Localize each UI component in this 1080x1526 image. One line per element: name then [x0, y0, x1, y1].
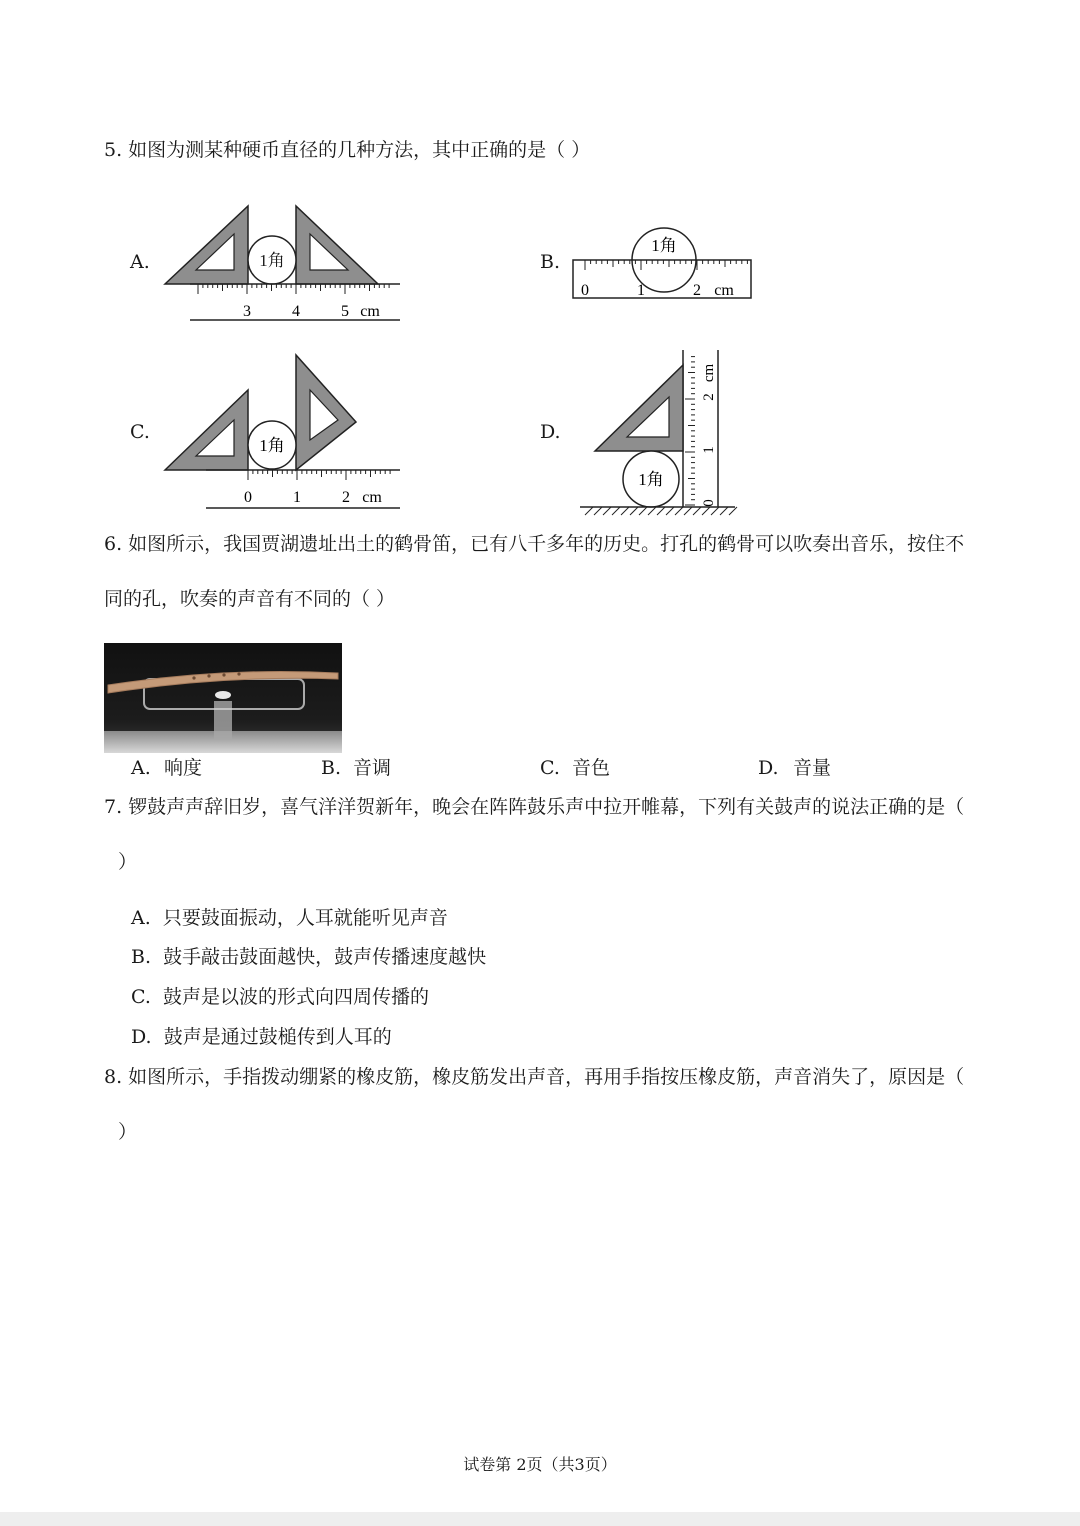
ground-hatch [729, 507, 737, 515]
tick-label-2: 2 [342, 489, 350, 506]
coin-label: 1角 [651, 236, 677, 255]
tick-label-5: 5 [341, 303, 349, 320]
q7-option-c [131, 985, 429, 1009]
q6-option-b-letter: B. [321, 757, 342, 779]
ground-hatch [621, 507, 629, 515]
ground-hatch [648, 507, 656, 515]
tick-label-1: 1 [701, 446, 717, 454]
ground-hatch [684, 507, 692, 515]
tick-label-0: 0 [701, 499, 717, 507]
unit-label: cm [714, 282, 734, 299]
q7-option-b-letter: B. [131, 946, 152, 968]
q7-option-d [131, 1025, 392, 1049]
set-square-left [165, 206, 248, 284]
tick-label-2: 2 [701, 393, 717, 401]
coin-label: 1角 [638, 470, 664, 489]
q6-option-a-text: 响度 [164, 757, 203, 779]
q7-option-a-text: 只要鼓面振动，人耳就能听见声音 [162, 907, 448, 929]
question-6-line-2: 同的孔，吹奏的声音有不同的（ ） [104, 588, 396, 610]
tick-label-3: 3 [243, 303, 251, 320]
ground-hatch [657, 507, 665, 515]
set-square [595, 365, 683, 451]
ground-hatch [639, 507, 647, 515]
q6-option-d-text: 音量 [793, 757, 832, 779]
unit-label: cm [362, 489, 382, 506]
ground-hatch [693, 507, 701, 515]
q6-option-c-letter: C. [540, 757, 560, 779]
tick-label-4: 4 [292, 303, 300, 320]
bone-flute-photo [104, 643, 342, 753]
unit-label: cm [360, 303, 380, 320]
ground-hatch [666, 507, 674, 515]
question-8-line-1: 8. 如图所示，手指拨动绷紧的橡皮筋，橡皮筋发出声音，再用手指按压橡皮筋，声音消失了，原因是（ [104, 1066, 965, 1088]
q6-option-b-text: 音调 [353, 757, 392, 779]
q6-option-a-letter: A. [131, 757, 151, 779]
coin-label: 1角 [259, 436, 285, 455]
q5-option-c-label: C. [130, 421, 150, 443]
q7-option-d-text: 鼓声是通过鼓槌传到人耳的 [163, 1026, 392, 1048]
question-7-line-2: ） [118, 851, 138, 873]
q7-option-c-letter: C. [131, 986, 151, 1008]
tick-label-1: 1 [293, 489, 301, 506]
q7-option-c-text: 鼓声是以波的形式向四周传播的 [163, 986, 430, 1008]
ground-hatch [675, 507, 683, 515]
tick-label-0: 0 [581, 282, 589, 299]
ground-hatch [711, 507, 719, 515]
ground-hatch [612, 507, 620, 515]
page-footer: 试卷第 2页（共3页） [463, 1455, 617, 1474]
ground-hatch [603, 507, 611, 515]
q7-option-a [131, 906, 448, 930]
question-7-line-1: 7. 锣鼓声声辞旧岁，喜气洋洋贺新年，晚会在阵阵鼓乐声中拉开帷幕，下列有关鼓声的说法正确的是（ [104, 796, 965, 818]
tick-label-1: 1 [637, 282, 645, 299]
set-square-left [165, 390, 248, 470]
q5-option-a-label: A. [130, 251, 150, 273]
question-6-line-1: 6. 如图所示，我国贾湖遗址出土的鹤骨笛，已有八千多年的历史。打孔的鹤骨可以吹奏出音乐，按住不 [104, 533, 965, 555]
set-square-right [296, 206, 378, 284]
tick-label-2: 2 [693, 282, 701, 299]
q7-option-b [131, 945, 486, 969]
ground-hatch [702, 507, 710, 515]
q7-option-d-letter: D. [131, 1026, 152, 1048]
tick-label-0: 0 [244, 489, 252, 506]
q5-option-d-label: D. [540, 421, 561, 443]
unit-label: cm [701, 363, 717, 383]
q6-option-d-letter: D. [758, 757, 779, 779]
bottom-strip [0, 1512, 1080, 1526]
question-5-text: 5. 如图为测某种硬币直径的几种方法，其中正确的是（ ） [104, 139, 591, 161]
q5-figure-c [160, 350, 410, 518]
question-8-line-2: ） [118, 1121, 138, 1143]
q7-option-a-letter: A. [131, 907, 151, 929]
ground-hatch [594, 507, 602, 515]
ground-hatch [720, 507, 728, 515]
ground-hatch [585, 507, 593, 515]
q5-figure-b [568, 220, 758, 302]
coin-label: 1角 [259, 251, 285, 270]
q7-option-b-text: 鼓手敲击鼓面越快，鼓声传播速度越快 [163, 946, 487, 968]
q6-option-c-text: 音色 [572, 757, 611, 779]
q5-option-b-label: B. [540, 251, 561, 273]
ground-hatch [630, 507, 638, 515]
q5-figure-a [160, 198, 410, 328]
q5-figure-d [575, 345, 745, 520]
